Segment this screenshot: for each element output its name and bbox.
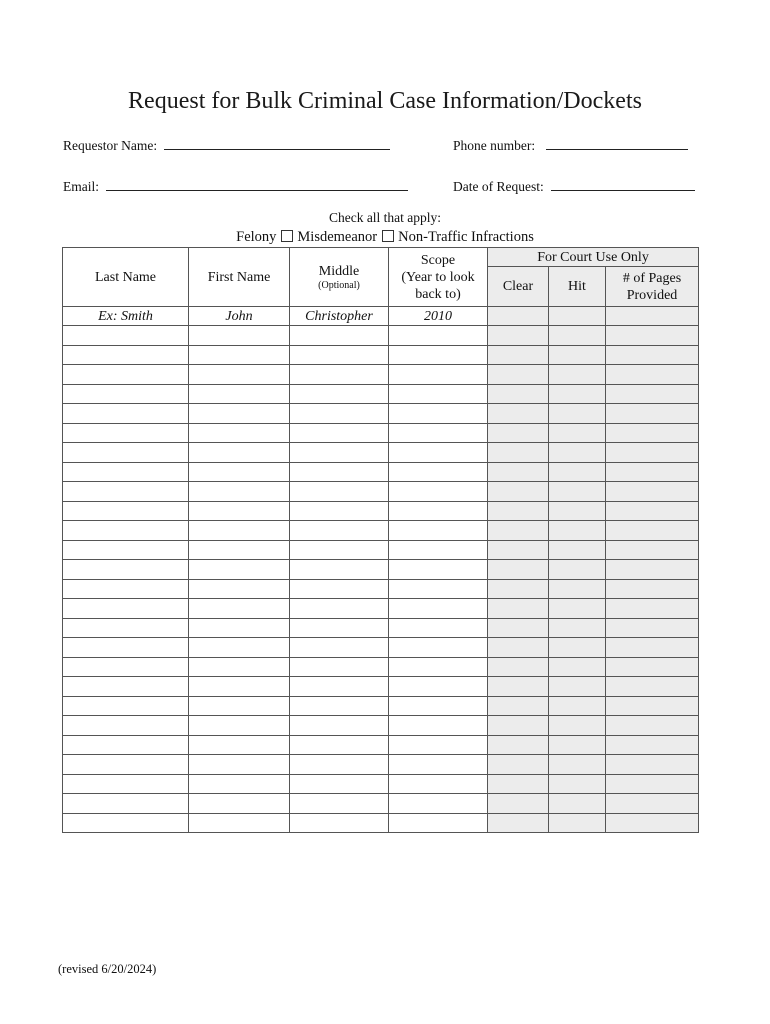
example-scope: 2010: [389, 307, 488, 326]
pages-cell: [606, 696, 699, 716]
table-row: [63, 482, 699, 502]
first-name-cell[interactable]: [189, 521, 290, 541]
scope-cell[interactable]: [389, 404, 488, 424]
middle-name-cell[interactable]: [290, 638, 389, 658]
table-row: [63, 521, 699, 541]
option-non-traffic-label: Non-Traffic Infractions: [398, 229, 534, 245]
scope-cell[interactable]: [389, 521, 488, 541]
phone-number-label: Phone number:: [453, 138, 536, 153]
middle-name-cell[interactable]: [290, 345, 389, 365]
pages-cell: [606, 599, 699, 619]
clear-cell: [488, 326, 549, 346]
middle-name-cell[interactable]: [290, 462, 389, 482]
clear-cell: [488, 521, 549, 541]
table-row: [63, 599, 699, 619]
hit-cell: [549, 716, 606, 736]
middle-name-cell[interactable]: [290, 774, 389, 794]
middle-name-cell[interactable]: [290, 794, 389, 814]
scope-cell[interactable]: [389, 774, 488, 794]
first-name-cell[interactable]: [189, 735, 290, 755]
header-scope-detail-2: back to): [415, 286, 461, 302]
scope-cell[interactable]: [389, 677, 488, 697]
last-name-cell[interactable]: [63, 657, 189, 677]
clear-cell: [488, 345, 549, 365]
scope-cell[interactable]: [389, 755, 488, 775]
scope-cell[interactable]: [389, 462, 488, 482]
hit-cell: [549, 560, 606, 580]
clear-cell: [488, 657, 549, 677]
email-label: Email:: [63, 179, 99, 194]
pages-cell: [606, 404, 699, 424]
header-last-name: Last Name: [63, 248, 189, 307]
table-row: [63, 735, 699, 755]
last-name-cell[interactable]: [63, 794, 189, 814]
middle-name-cell[interactable]: [290, 735, 389, 755]
middle-name-cell[interactable]: [290, 716, 389, 736]
table-row: [63, 404, 699, 424]
first-name-cell[interactable]: [189, 716, 290, 736]
last-name-cell[interactable]: [63, 482, 189, 502]
first-name-cell[interactable]: [189, 345, 290, 365]
hit-cell: [549, 326, 606, 346]
pages-cell: [606, 326, 699, 346]
scope-cell[interactable]: [389, 326, 488, 346]
hit-cell: [549, 462, 606, 482]
table-row: [63, 443, 699, 463]
hit-cell: [549, 482, 606, 502]
middle-name-cell[interactable]: [290, 423, 389, 443]
first-name-cell[interactable]: [189, 618, 290, 638]
scope-cell[interactable]: [389, 482, 488, 502]
first-name-cell[interactable]: [189, 560, 290, 580]
last-name-cell[interactable]: [63, 813, 189, 833]
scope-cell[interactable]: [389, 579, 488, 599]
table-row: [63, 618, 699, 638]
header-scope-detail-1: (Year to look: [401, 269, 475, 285]
first-name-cell[interactable]: [189, 423, 290, 443]
clear-cell: [488, 638, 549, 658]
last-name-cell[interactable]: [63, 618, 189, 638]
scope-cell[interactable]: [389, 345, 488, 365]
scope-cell[interactable]: [389, 599, 488, 619]
table-row: [63, 462, 699, 482]
clear-cell: [488, 443, 549, 463]
pages-cell: [606, 735, 699, 755]
blank-rows: [63, 326, 699, 833]
page-title: Request for Bulk Criminal Case Information/Dockets: [128, 88, 642, 114]
email-line[interactable]: [106, 178, 408, 191]
first-name-cell[interactable]: [189, 482, 290, 502]
header-court-use: For Court Use Only: [488, 248, 699, 267]
hit-cell: [549, 599, 606, 619]
hit-cell: [549, 443, 606, 463]
hit-cell: [549, 677, 606, 697]
last-name-cell[interactable]: [63, 501, 189, 521]
middle-name-cell[interactable]: [290, 696, 389, 716]
last-name-cell[interactable]: [63, 560, 189, 580]
pages-cell: [606, 638, 699, 658]
clear-cell: [488, 579, 549, 599]
pages-cell: [606, 774, 699, 794]
check-all-label: Check all that apply:: [328, 210, 442, 225]
middle-name-cell[interactable]: [290, 560, 389, 580]
first-name-cell[interactable]: [189, 794, 290, 814]
hit-cell: [549, 696, 606, 716]
table-row: [63, 677, 699, 697]
pages-cell: [606, 345, 699, 365]
scope-cell[interactable]: [389, 638, 488, 658]
hit-cell: [549, 657, 606, 677]
last-name-cell[interactable]: [63, 579, 189, 599]
first-name-cell[interactable]: [189, 462, 290, 482]
email-field[interactable]: [63, 178, 408, 195]
table-row: [63, 774, 699, 794]
clear-cell: [488, 501, 549, 521]
requestor-name-line[interactable]: [164, 137, 390, 150]
option-misdemeanor-label: Misdemeanor: [297, 229, 378, 245]
case-type-options: [0, 229, 770, 246]
last-name-cell[interactable]: [63, 716, 189, 736]
table-row: [63, 696, 699, 716]
first-name-cell[interactable]: [189, 657, 290, 677]
hit-cell: [549, 404, 606, 424]
pages-cell: [606, 755, 699, 775]
table-row: [63, 384, 699, 404]
last-name-cell[interactable]: [63, 774, 189, 794]
scope-cell[interactable]: [389, 423, 488, 443]
middle-name-cell[interactable]: [290, 579, 389, 599]
header-first-name: First Name: [189, 248, 290, 307]
header-middle-note: (Optional): [318, 279, 360, 291]
clear-cell: [488, 365, 549, 385]
scope-cell[interactable]: [389, 540, 488, 560]
header-pages: [606, 267, 699, 307]
clear-cell: [488, 560, 549, 580]
example-middle-name: Christopher: [290, 307, 389, 326]
last-name-cell[interactable]: [63, 423, 189, 443]
pages-cell: [606, 540, 699, 560]
middle-name-cell[interactable]: [290, 657, 389, 677]
clear-cell: [488, 794, 549, 814]
table-row: [63, 657, 699, 677]
last-name-cell[interactable]: [63, 638, 189, 658]
middle-name-cell[interactable]: [290, 521, 389, 541]
table-row: [63, 560, 699, 580]
clear-cell: [488, 696, 549, 716]
pages-cell: [606, 521, 699, 541]
table-row: [63, 540, 699, 560]
hit-cell: [549, 813, 606, 833]
last-name-cell[interactable]: [63, 735, 189, 755]
scope-cell[interactable]: [389, 794, 488, 814]
scope-cell[interactable]: [389, 735, 488, 755]
table-row: [63, 345, 699, 365]
pages-cell: [606, 657, 699, 677]
clear-cell: [488, 404, 549, 424]
first-name-cell[interactable]: [189, 638, 290, 658]
clear-cell: [488, 462, 549, 482]
first-name-cell[interactable]: [189, 501, 290, 521]
last-name-cell[interactable]: [63, 365, 189, 385]
middle-name-cell[interactable]: [290, 813, 389, 833]
middle-name-cell[interactable]: [290, 404, 389, 424]
pages-cell: [606, 384, 699, 404]
last-name-cell[interactable]: [63, 345, 189, 365]
example-first-name: John: [189, 307, 290, 326]
hit-cell: [549, 638, 606, 658]
scope-cell[interactable]: [389, 501, 488, 521]
middle-name-cell[interactable]: [290, 326, 389, 346]
table-row: [63, 755, 699, 775]
table-row: [63, 423, 699, 443]
pages-cell: [606, 482, 699, 502]
clear-cell: [488, 677, 549, 697]
clear-cell: [488, 599, 549, 619]
first-name-cell[interactable]: [189, 579, 290, 599]
middle-name-cell[interactable]: [290, 599, 389, 619]
phone-number-line[interactable]: [546, 137, 688, 150]
pages-cell: [606, 794, 699, 814]
clear-cell: [488, 755, 549, 775]
header-clear: Clear: [488, 267, 549, 307]
hit-cell: [549, 540, 606, 560]
first-name-cell[interactable]: [189, 443, 290, 463]
hit-cell: [549, 521, 606, 541]
revision-note: (revised 6/20/2024): [58, 962, 157, 976]
last-name-cell[interactable]: [63, 326, 189, 346]
table-row: [63, 579, 699, 599]
first-name-cell[interactable]: [189, 774, 290, 794]
clear-cell: [488, 716, 549, 736]
middle-name-cell[interactable]: [290, 501, 389, 521]
pages-cell: [606, 462, 699, 482]
misdemeanor-checkbox[interactable]: [382, 230, 394, 242]
hit-cell: [549, 345, 606, 365]
header-pages-1: # of Pages: [622, 270, 682, 286]
hit-cell: [549, 423, 606, 443]
pages-cell: [606, 677, 699, 697]
pages-cell: [606, 443, 699, 463]
header-scope: [389, 248, 488, 307]
header-middle-label: Middle: [318, 263, 360, 279]
clear-cell: [488, 813, 549, 833]
middle-name-cell[interactable]: [290, 365, 389, 385]
clear-cell: [488, 384, 549, 404]
example-hit-cell: [549, 307, 606, 326]
middle-name-cell[interactable]: [290, 755, 389, 775]
example-clear-cell: [488, 307, 549, 326]
table-row: [63, 326, 699, 346]
scope-cell[interactable]: [389, 618, 488, 638]
scope-cell[interactable]: [389, 443, 488, 463]
scope-cell[interactable]: [389, 384, 488, 404]
clear-cell: [488, 482, 549, 502]
scope-cell[interactable]: [389, 813, 488, 833]
middle-name-cell[interactable]: [290, 540, 389, 560]
table-row: [63, 813, 699, 833]
scope-cell[interactable]: [389, 560, 488, 580]
requestor-name-label: Requestor Name:: [63, 138, 158, 153]
option-felony-label: Felony: [236, 229, 277, 245]
clear-cell: [488, 735, 549, 755]
pages-cell: [606, 579, 699, 599]
middle-name-cell[interactable]: [290, 482, 389, 502]
clear-cell: [488, 423, 549, 443]
last-name-cell[interactable]: [63, 540, 189, 560]
first-name-cell[interactable]: [189, 599, 290, 619]
scope-cell[interactable]: [389, 657, 488, 677]
first-name-cell[interactable]: [189, 677, 290, 697]
header-scope-label: Scope: [420, 252, 456, 268]
example-row: [63, 307, 699, 326]
header-hit: Hit: [549, 267, 606, 307]
hit-cell: [549, 618, 606, 638]
last-name-cell[interactable]: [63, 384, 189, 404]
scope-cell[interactable]: [389, 365, 488, 385]
middle-name-cell[interactable]: [290, 677, 389, 697]
pages-cell: [606, 560, 699, 580]
clear-cell: [488, 618, 549, 638]
first-name-cell[interactable]: [189, 813, 290, 833]
pages-cell: [606, 501, 699, 521]
last-name-cell[interactable]: [63, 599, 189, 619]
date-of-request-label: Date of Request:: [453, 179, 544, 194]
felony-checkbox[interactable]: [281, 230, 293, 242]
date-of-request-field[interactable]: [453, 178, 695, 195]
middle-name-cell[interactable]: [290, 443, 389, 463]
table-row: [63, 794, 699, 814]
hit-cell: [549, 579, 606, 599]
hit-cell: [549, 501, 606, 521]
phone-number-field[interactable]: [453, 137, 688, 154]
first-name-cell[interactable]: [189, 755, 290, 775]
clear-cell: [488, 540, 549, 560]
last-name-cell[interactable]: [63, 696, 189, 716]
last-name-cell[interactable]: [63, 462, 189, 482]
last-name-cell[interactable]: [63, 755, 189, 775]
pages-cell: [606, 716, 699, 736]
table-row: [63, 716, 699, 736]
first-name-cell[interactable]: [189, 404, 290, 424]
first-name-cell[interactable]: [189, 540, 290, 560]
requestor-name-field[interactable]: [63, 137, 390, 154]
first-name-cell[interactable]: [189, 365, 290, 385]
scope-cell[interactable]: [389, 716, 488, 736]
first-name-cell[interactable]: [189, 696, 290, 716]
last-name-cell[interactable]: [63, 404, 189, 424]
pages-cell: [606, 618, 699, 638]
last-name-cell[interactable]: [63, 521, 189, 541]
date-of-request-line[interactable]: [551, 178, 695, 191]
last-name-cell[interactable]: [63, 677, 189, 697]
pages-cell: [606, 365, 699, 385]
middle-name-cell[interactable]: [290, 618, 389, 638]
header-middle: [290, 248, 389, 307]
pages-cell: [606, 813, 699, 833]
table-row: [63, 501, 699, 521]
first-name-cell[interactable]: [189, 326, 290, 346]
pages-cell: [606, 423, 699, 443]
hit-cell: [549, 365, 606, 385]
clear-cell: [488, 774, 549, 794]
hit-cell: [549, 384, 606, 404]
table-row: [63, 638, 699, 658]
example-last-name: Ex: Smith: [63, 307, 189, 326]
middle-name-cell[interactable]: [290, 384, 389, 404]
request-table: [62, 247, 699, 833]
hit-cell: [549, 755, 606, 775]
example-pages-cell: [606, 307, 699, 326]
scope-cell[interactable]: [389, 696, 488, 716]
hit-cell: [549, 774, 606, 794]
hit-cell: [549, 794, 606, 814]
last-name-cell[interactable]: [63, 443, 189, 463]
first-name-cell[interactable]: [189, 384, 290, 404]
hit-cell: [549, 735, 606, 755]
header-pages-2: Provided: [626, 287, 678, 303]
table-row: [63, 365, 699, 385]
